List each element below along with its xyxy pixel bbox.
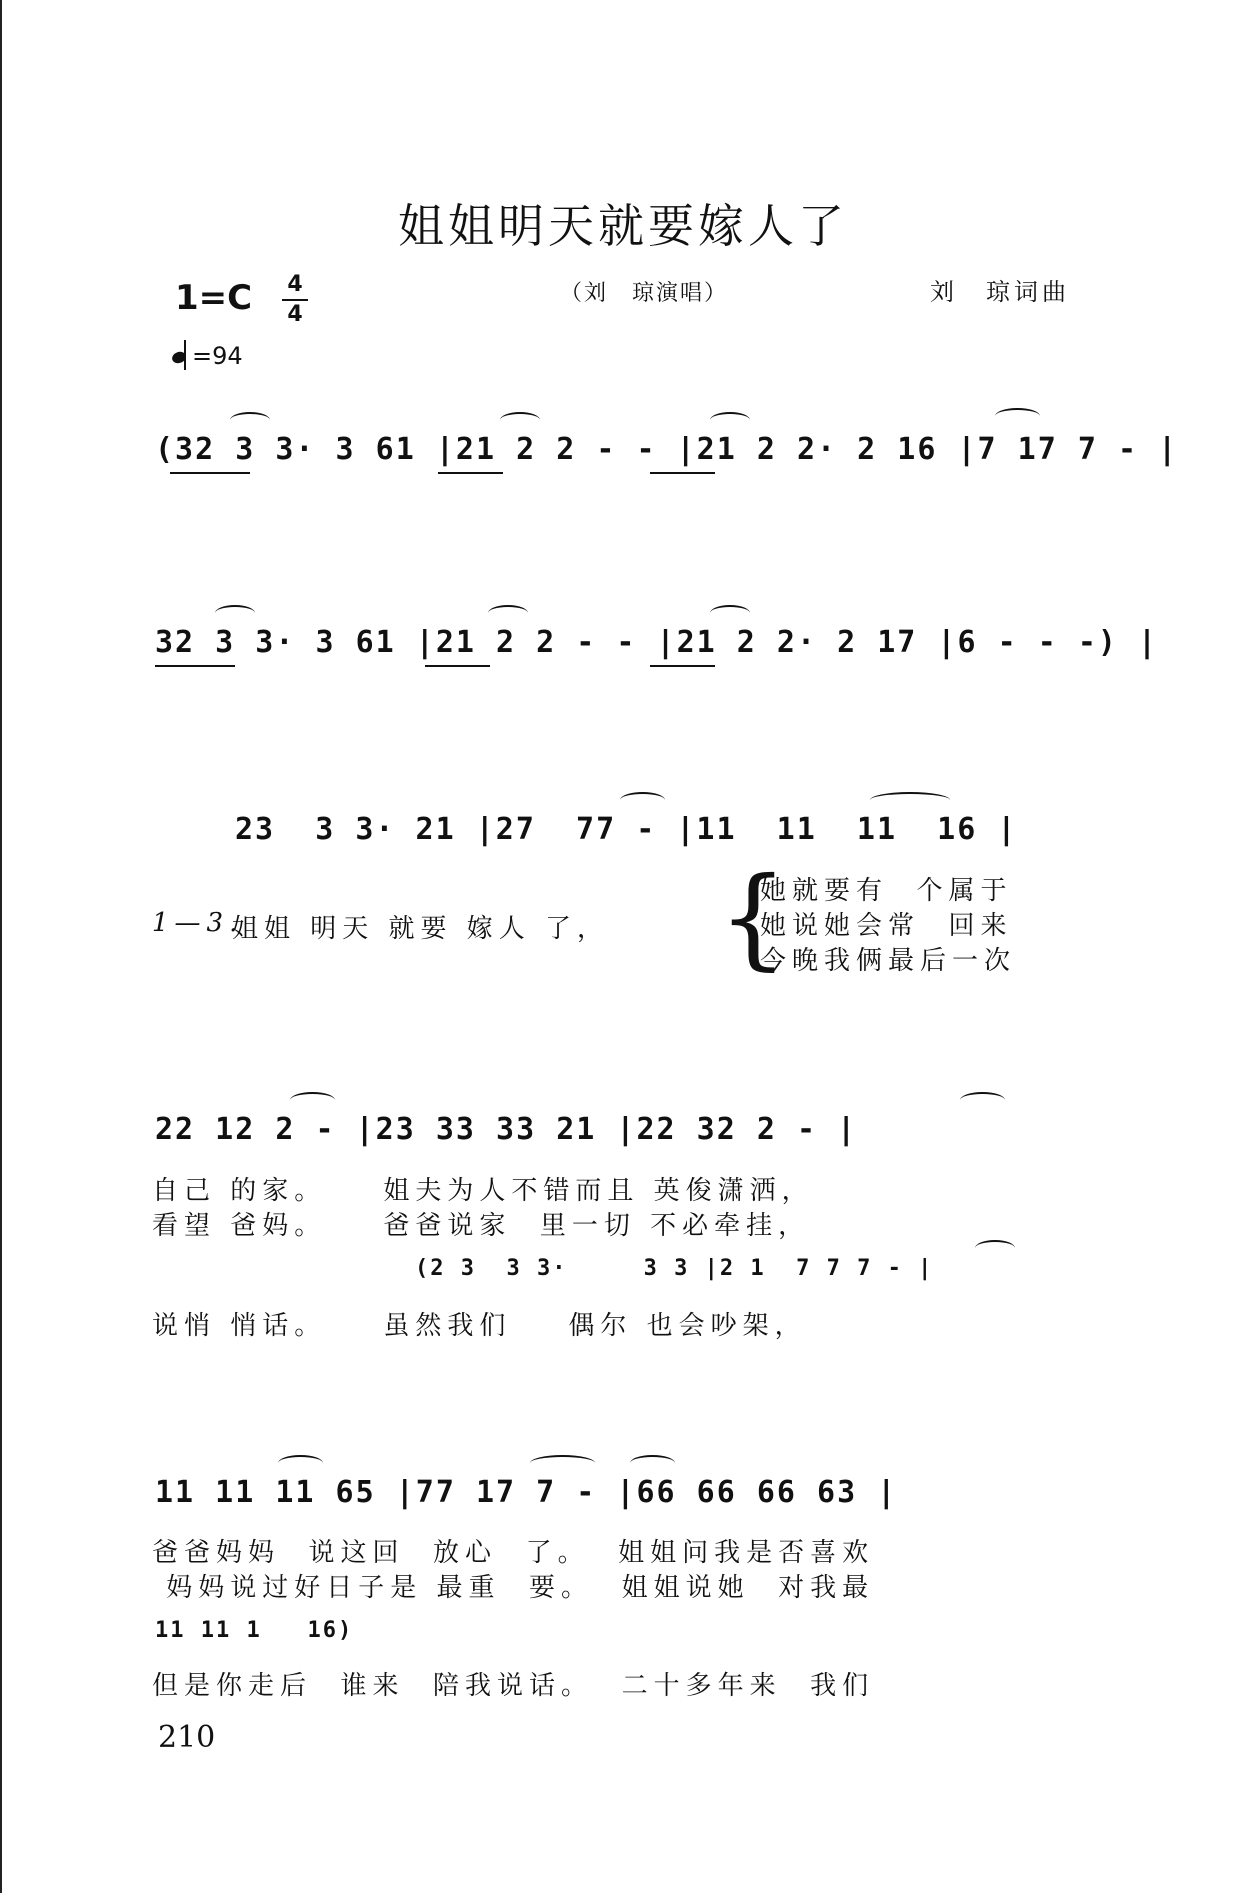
song-title: 姐姐明天就要嫁人了 — [398, 199, 848, 253]
slur — [290, 1092, 335, 1108]
notation-line-4: 22 12 2 - |23 33 33 21 |22 32 2 - | — [155, 1112, 858, 1147]
verse-label: 1—3. — [152, 908, 244, 938]
time-signature-top: 4 — [287, 272, 303, 297]
notation-line-1: (32 3 3· 3 61 |21 2 2 - - |21 2 2· 2 16 |7 17 7 - | — [155, 432, 1179, 467]
notation-line-3: 23 3 3· 21 |27 77 - |11 11 11 16 | — [235, 812, 1018, 847]
lyric-line-4c: 说悄 悄话。 虽然我们 偶尔 也会吵架， — [152, 1311, 807, 1341]
notation-line-5-alt: 11 11 1 16) — [155, 1618, 354, 1643]
time-signature-bottom: 4 — [287, 302, 303, 327]
lyric-line-5a: 爸爸妈妈 说这回 放心 了。 姐姐问我是否喜欢 — [152, 1538, 875, 1568]
time-signature — [282, 272, 308, 328]
slur — [530, 1455, 595, 1471]
time-signature-bar — [282, 299, 308, 301]
tempo-value: =94 — [192, 342, 243, 370]
lyric-line-5b: 妈妈说过好日子是 最重 要。 姐姐说她 对我最 — [152, 1573, 875, 1603]
lyric-line-3: 姐姐 明天 就要 嫁人 了， — [232, 914, 610, 944]
tempo-marking — [172, 340, 243, 370]
brace: { — [718, 853, 788, 981]
key-signature: 1=C — [175, 278, 253, 318]
beam-underline — [650, 665, 715, 667]
slur — [960, 1092, 1005, 1108]
page-number: 210 — [158, 1720, 216, 1755]
slur — [500, 412, 540, 428]
slur — [870, 792, 950, 808]
lyric-branch-2: 她说她会常 回来 — [760, 911, 1013, 941]
lyricist-composer: 刘 琼词曲 — [930, 278, 1070, 306]
lyric-line-4a: 自己 的家。 姐夫为人不错而且 英俊潇洒， — [152, 1176, 814, 1206]
slur — [995, 408, 1040, 424]
slur — [620, 792, 665, 808]
slur — [630, 1455, 675, 1471]
notation-line-5: 11 11 11 65 |77 17 7 - |66 66 66 63 | — [155, 1475, 898, 1510]
slur — [488, 605, 528, 621]
beam-underline — [650, 472, 715, 474]
notation-line-2: 32 3 3· 3 61 |21 2 2 - - |21 2 2· 2 17 |6 - - -) | — [155, 625, 1159, 660]
lyric-line-5c: 但是你走后 谁来 陪我说话。 二十多年来 我们 — [152, 1671, 875, 1701]
lyric-branch-3: 今晚我俩最后一次 — [760, 946, 1017, 976]
beam-underline — [438, 472, 503, 474]
beam-underline — [425, 665, 490, 667]
beam-underline — [155, 665, 235, 667]
beam-underline — [170, 472, 250, 474]
slur — [278, 1455, 323, 1471]
performer: （刘 琼演唱） — [560, 281, 729, 306]
slur — [710, 412, 750, 428]
page-edge-line — [0, 0, 2, 1893]
notation-line-4-alt: (2 3 3 3· 3 3 |2 1 7 7 7 - | — [415, 1256, 934, 1281]
slur — [975, 1240, 1015, 1256]
slur — [230, 412, 270, 428]
lyric-line-4b: 看望 爸妈。 爸爸说家 里一切 不必牵挂， — [152, 1211, 811, 1241]
slur — [710, 605, 750, 621]
lyric-branch-1: 她就要有 个属于 — [760, 876, 1013, 906]
slur — [215, 605, 255, 621]
